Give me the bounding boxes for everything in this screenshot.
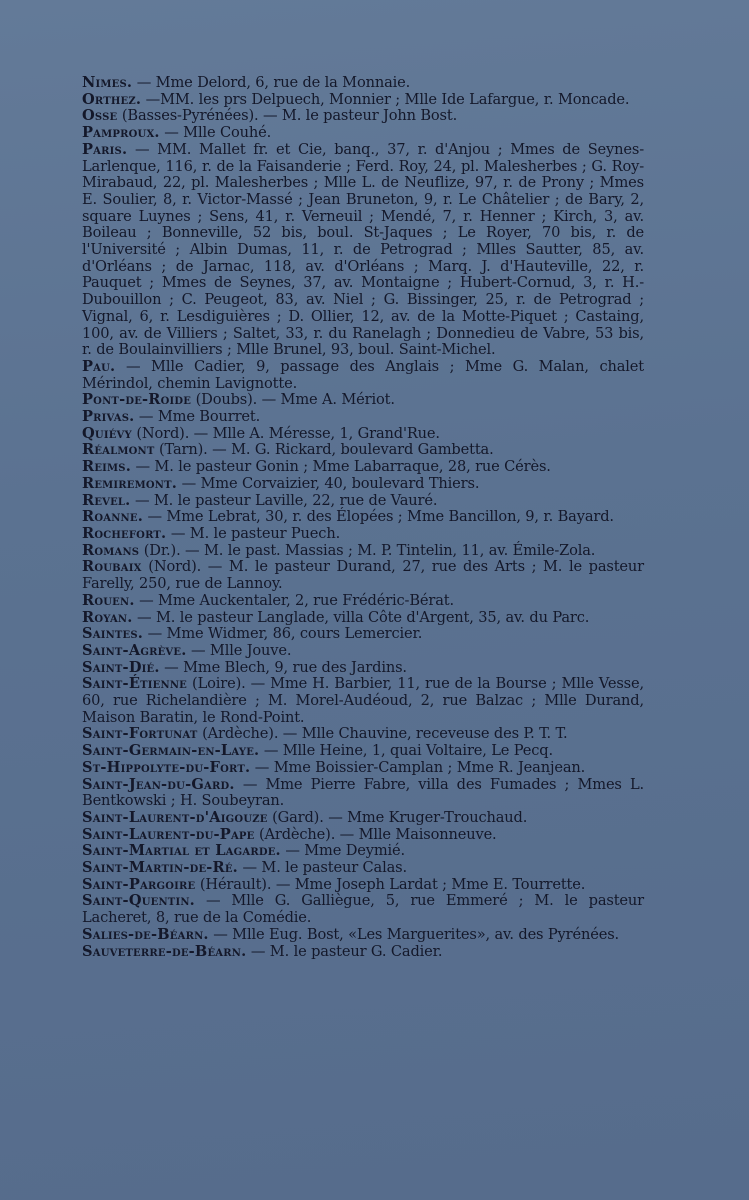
place-name: Saint-Quentin. (82, 892, 195, 910)
entry-text: — Mlle Jouve. (190, 641, 292, 659)
entry-text: — Mme Deymié. (285, 842, 406, 860)
list-entry (82, 626, 644, 643)
entry-text: (Gard). — Mme Kruger-Trouchaud. (272, 808, 528, 826)
place-name: Saint-Pargoire (82, 875, 196, 893)
entry-text: — Mme Boissier-Camplan ; Mme R. Jeanjean. (254, 758, 586, 776)
place-name: Saint-Laurent-du-Pape (82, 825, 255, 843)
place-name: Pau. (82, 357, 116, 375)
entry-text: — M. le pasteur G. Cadier. (250, 942, 443, 960)
place-name: Saintes. (82, 625, 144, 643)
list-entry (82, 610, 644, 627)
entry-text: (Dr.). — M. le past. Massias ; M. P. Tintelin, 11, av. Émile-Zola. (143, 541, 596, 559)
place-name: Remiremont. (82, 474, 178, 492)
place-name: Royan. (82, 608, 133, 626)
list-entry (82, 543, 644, 560)
entry-text: (Hérault). — Mme Joseph Lardat ; Mme E. Tourrette. (199, 875, 586, 893)
place-name: Revel. (82, 491, 131, 509)
place-name: Roubaix (82, 558, 142, 576)
address-list (82, 75, 644, 960)
place-name: Saint-Germain-en-Laye. (82, 742, 260, 760)
entry-text: — Mme Delord, 6, rue de la Monnaie. (136, 74, 411, 91)
list-entry (82, 409, 644, 426)
place-name: Saint-Jean-du-Gard. (82, 775, 235, 793)
entry-text: — Mlle Eug. Bost, «Les Marguerites», av. des Pyrénées. (213, 925, 620, 943)
place-name: Sauveterre-de-Béarn. (82, 942, 247, 960)
list-entry (82, 426, 644, 443)
entry-text: —MM. les prs Delpuech, Monnier ; Mlle Ide Lafargue, r. Moncade. (145, 90, 630, 108)
list-entry (82, 526, 644, 543)
entry-text: — Mlle Couhé. (164, 124, 272, 142)
entry-text: — M. le pasteur Calas. (242, 859, 407, 877)
entry-text: — M. le pasteur Langlade, villa Côte d'Argent, 35, av. du Parc. (137, 608, 590, 626)
list-entry (82, 442, 644, 459)
place-name: Salies-de-Béarn. (82, 925, 209, 943)
list-entry (82, 559, 644, 592)
entry-text: — Mme Pierre Fabre, villa des Fumades ; Mmes L. Bentkowski ; H. Soubeyran. (82, 775, 644, 810)
place-name: Saint-Martial et Lagarde. (82, 842, 281, 860)
list-entry (82, 893, 644, 926)
place-name: Privas. (82, 408, 135, 426)
entry-text: (Loire). — Mme H. Barbier, 11, rue de la Bourse ; Mlle Vesse, 60, rue Richelandière ; M. Morel-Audéoud, 2, rue Balzac ; Mlle Durand, Maison Baratin, le Rond-Point. (82, 675, 644, 726)
list-entry (82, 660, 644, 677)
entry-text: (Tarn). — M. G. Rickard, boulevard Gambetta. (159, 441, 494, 459)
list-entry (82, 459, 644, 476)
list-entry (82, 359, 644, 392)
place-name: Pamproux. (82, 124, 160, 142)
list-entry (82, 142, 644, 359)
entry-text: — M. le pasteur Gonin ; Mme Labarraque, 28, rue Cérès. (135, 458, 551, 476)
entry-text: — Mme Bourret. (138, 408, 261, 426)
entry-text: — Mlle G. Galliègue, 5, rue Emmeré ; M. le pasteur Lacheret, 8, rue de la Comédie. (82, 892, 644, 927)
place-name: Saint-Agrève. (82, 641, 187, 659)
entry-text: — M. le pasteur Laville, 22, rue de Vauré. (134, 491, 438, 509)
list-entry (82, 843, 644, 860)
entry-text: — Mlle Cadier, 9, passage des Anglais ; Mme G. Malan, chalet Mérindol, chemin Lavignotte. (82, 357, 644, 392)
entry-text: — Mme Blech, 9, rue des Jardins. (164, 658, 407, 676)
list-entry (82, 643, 644, 660)
list-entry (82, 493, 644, 510)
entry-text: — Mlle Heine, 1, quai Voltaire, Le Pecq. (263, 742, 553, 760)
entry-text: — Mme Widmer, 86, cours Lemercier. (147, 625, 423, 643)
place-name: St-Hippolyte-du-Fort. (82, 758, 251, 776)
entry-text: (Ardèche). — Mlle Chauvine, receveuse des P. T. T. (202, 725, 568, 743)
list-entry (82, 726, 644, 743)
entry-text: — M. le pasteur Puech. (170, 524, 341, 542)
place-name: Réalmont (82, 441, 155, 459)
list-entry (82, 392, 644, 409)
entry-text: — Mme Corvaizier, 40, boulevard Thiers. (181, 474, 480, 492)
entry-text: (Ardèche). — Mlle Maisonneuve. (258, 825, 497, 843)
list-entry (82, 92, 644, 109)
list-entry (82, 944, 644, 961)
place-name: Nimes. (82, 74, 133, 91)
place-name: Saint-Dié. (82, 658, 160, 676)
list-entry (82, 743, 644, 760)
place-name: Saint-Étienne (82, 675, 187, 693)
entry-text: (Nord). — Mlle A. Méresse, 1, Grand'Rue. (136, 424, 440, 442)
place-name: Roanne. (82, 508, 143, 526)
place-name: Pont-de-Roide (82, 391, 192, 409)
list-entry (82, 476, 644, 493)
place-name: Romans (82, 541, 140, 559)
list-entry (82, 125, 644, 142)
list-entry (82, 676, 644, 726)
entry-text: (Basses-Pyrénées). — M. le pasteur John Bost. (121, 107, 458, 125)
place-name: Saint-Fortunat (82, 725, 198, 743)
entry-text: — Mme Auckentaler, 2, rue Frédéric-Bérat. (139, 591, 454, 609)
place-name: Rochefort. (82, 524, 167, 542)
list-entry (82, 777, 644, 810)
list-entry (82, 810, 644, 827)
list-entry (82, 108, 644, 125)
place-name: Paris. (82, 140, 128, 158)
list-entry (82, 860, 644, 877)
entry-text: (Nord). — M. le pasteur Durand, 27, rue des Arts ; M. le pasteur Farelly, 250, rue de Lannoy. (82, 558, 644, 593)
list-entry (82, 75, 644, 92)
place-name: Reims. (82, 458, 131, 476)
entry-text: (Doubs). — Mme A. Mériot. (195, 391, 395, 409)
place-name: Rouen. (82, 591, 135, 609)
list-entry (82, 593, 644, 610)
list-entry (82, 827, 644, 844)
place-name: Quiévy (82, 424, 132, 442)
list-entry (82, 927, 644, 944)
list-entry (82, 509, 644, 526)
list-entry (82, 877, 644, 894)
place-name: Saint-Laurent-d'Aigouze (82, 808, 268, 826)
entry-text: — MM. Mallet fr. et Cie, banq., 37, r. d'Anjou ; Mmes de Seynes-Larlenque, 116, r. de la Faisanderie ; Ferd. Roy, 24, pl. Malesherbes ; G. Roy-Mirabaud, 22, pl. Malesherbes ; Mlle L. de Neuflize, 97, r. de Prony ; Mmes E. Soulier, 8, r. Victor-Massé ; Jean Bruneton, 9, r. Le Châtelier ; de Bary, 2, square Luynes ; Sens, 41, r. Verneuil ; Mendé, 7, r. Henner ; Kirch, 3, av. Boileau ; Bonneville, 52 bis, boul. St-Jaques ; Le Royer, 70 bis, r. de l'Université ; Albin Dumas, 11, r. de Petrograd ; Mlles Sautter, 85, av. d'Orléans ; de Jarnac, 118, av. d'Orléans ; Marq. J. d'Hauteville, 22, r. Pauquet ; Mmes de Seynes, 37, av. Montaigne ; Hubert-Cornud, 3, r. H.-Dubouillon ; C. Peugeot, 83, av. Niel ; G. Bissinger, 25, r. de Petrograd ; Vignal, 6, r. Lesdiguières ; D. Ollier, 12, av. de la Motte-Piquet ; Castaing, 100, av. de Villiers ; Saltet, 33, r. du Ranelagh ; Donnedieu de Vabre, 53 bis, r. de Boulainvilliers ; Mlle Brunel, 93, boul. Saint-Michel. (82, 140, 644, 359)
list-entry (82, 760, 644, 777)
place-name: Saint-Martin-de-Ré. (82, 859, 238, 877)
entry-text: — Mme Lebrat, 30, r. des Élopées ; Mme Bancillon, 9, r. Bayard. (147, 508, 614, 526)
place-name: Osse (82, 107, 118, 125)
place-name: Orthez. (82, 90, 142, 108)
